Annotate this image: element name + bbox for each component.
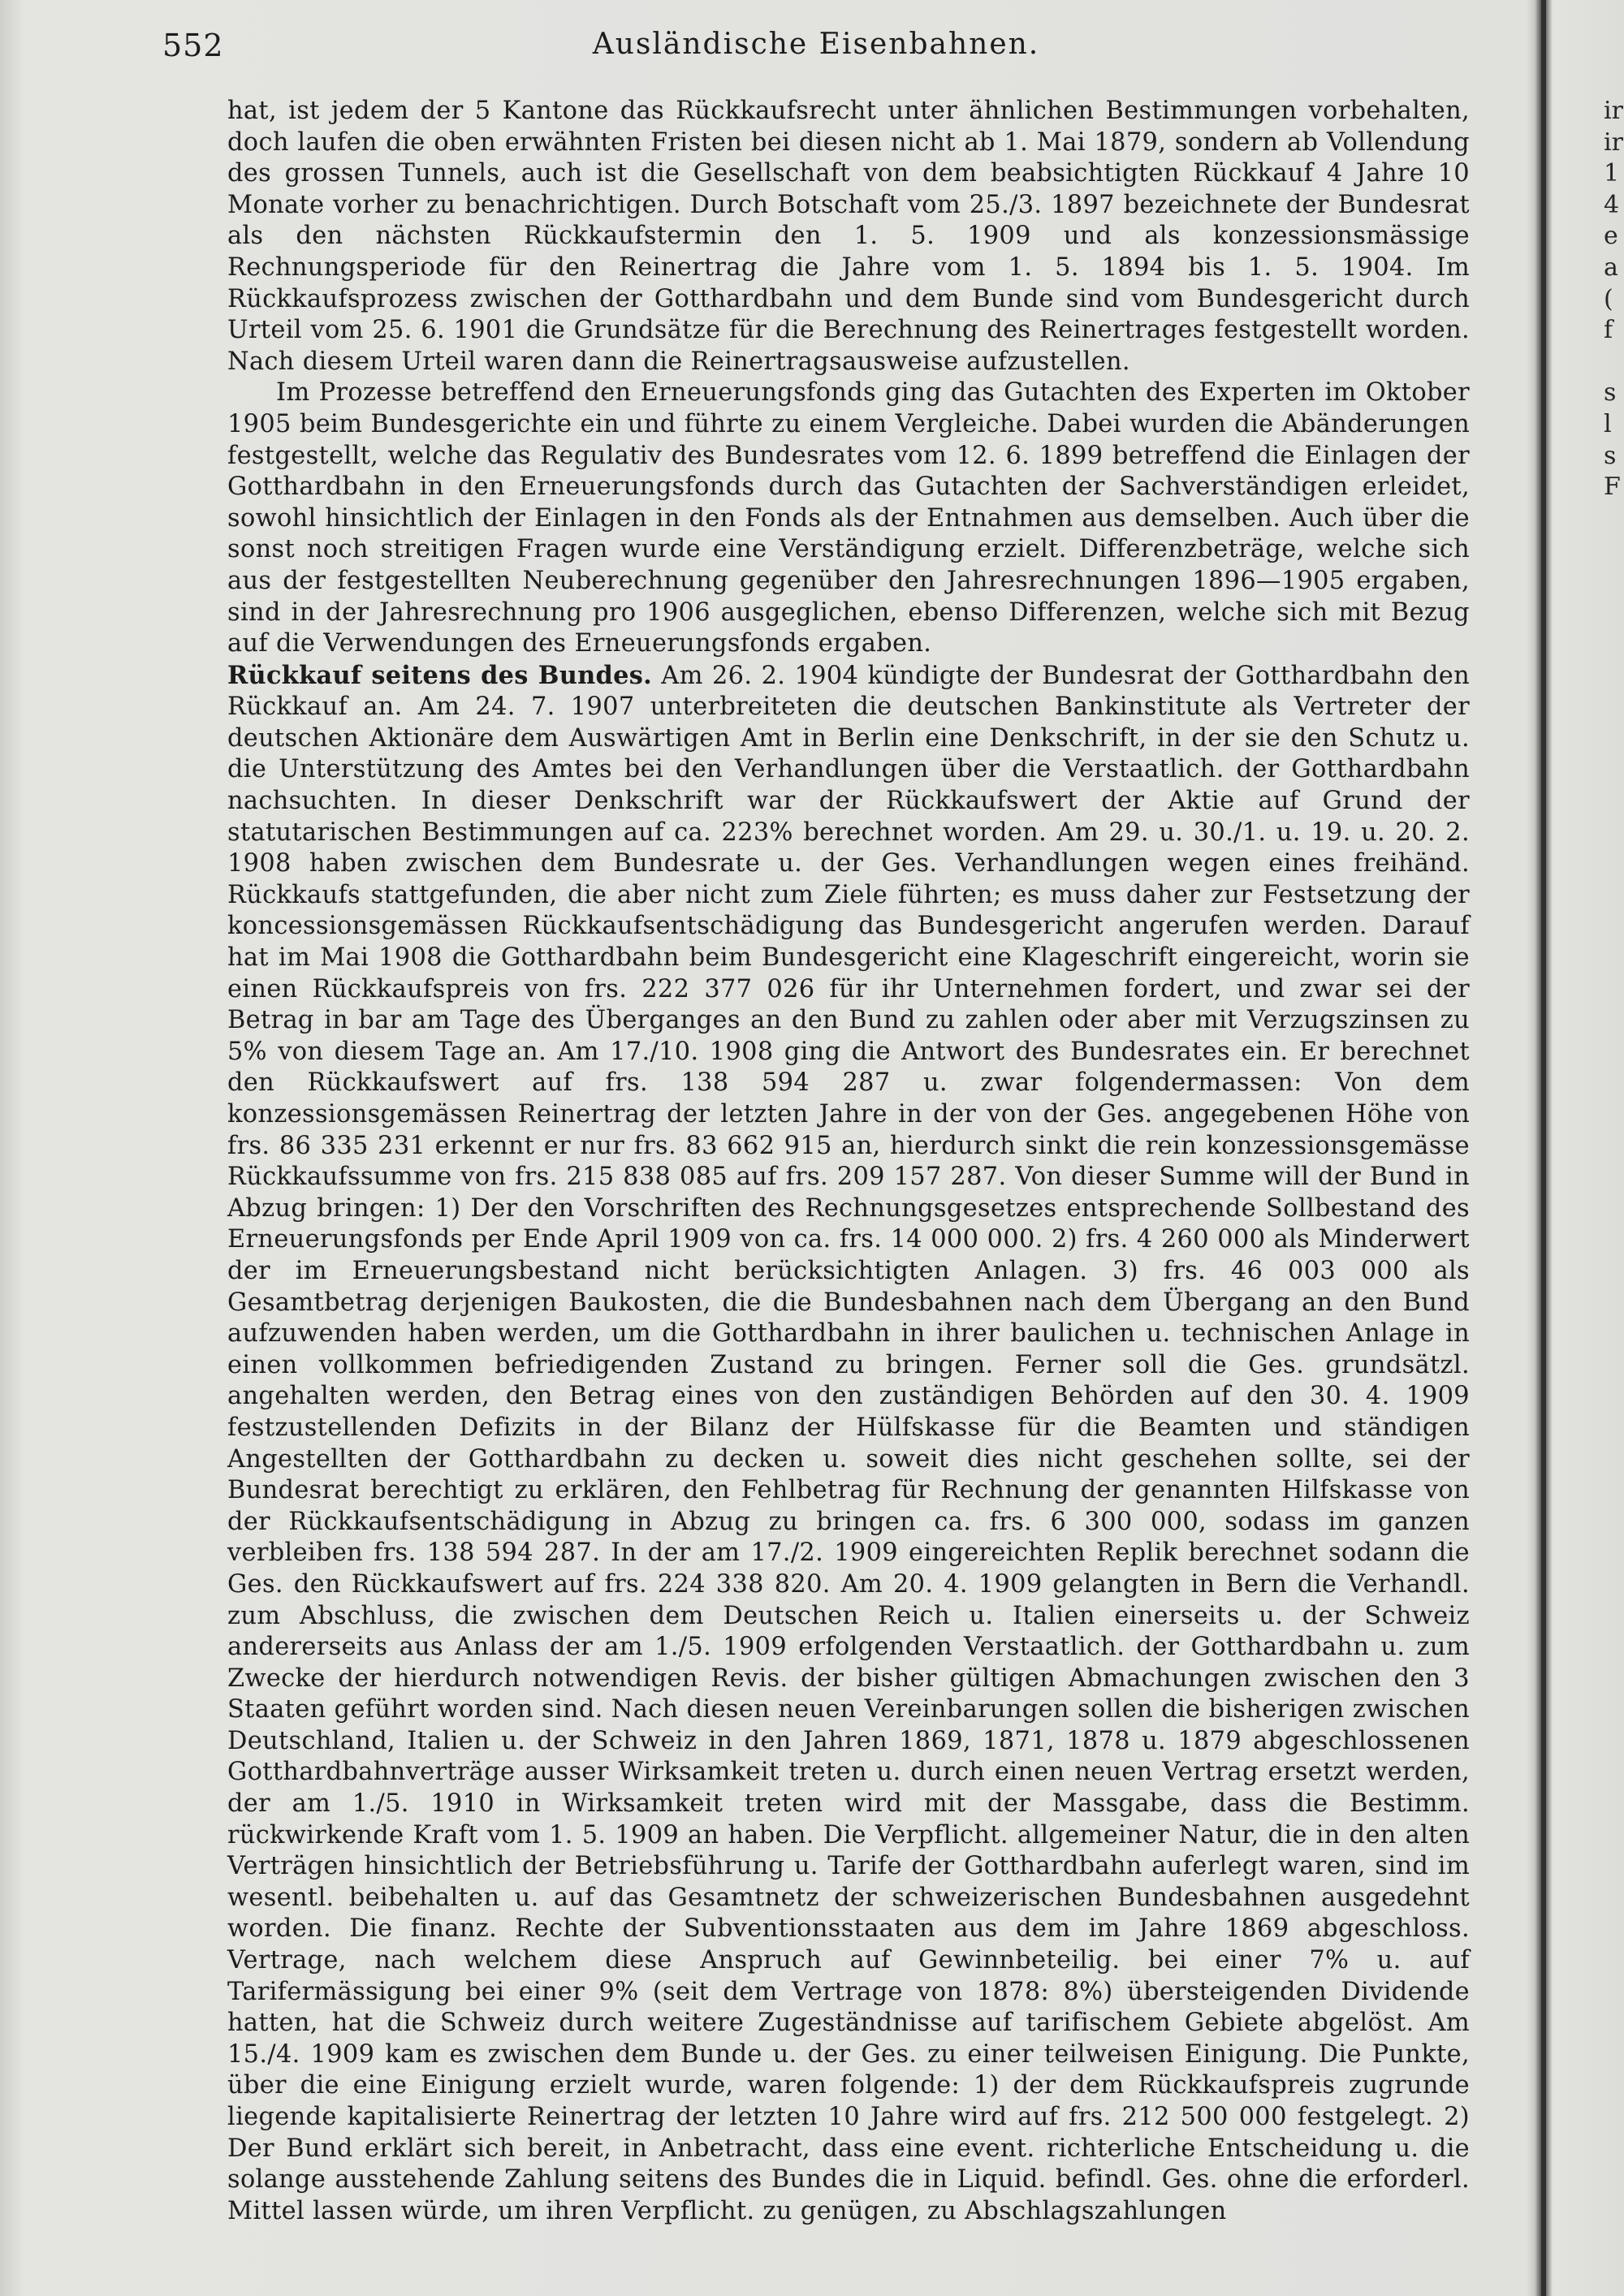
fragment-line: s [1604, 441, 1617, 470]
paragraph-text: Im Prozesse betreffend den Erneuerungsfonds ging das Gutachten des Experten im Oktober 1905 beim Bundesgerichte ein und führte zu einem Vergleiche. Dabei wurden die Abänderungen festgestellt, welche das Regulativ des Bundesrates vom 12. 6. 1899 betreffend die Einlagen der Gotthardbahn in den Erneuerungsfonds durch das Gutachten der Sachverständigen erleidet, sowohl hinsichtlich der Einlagen in den Fonds als der Entnahmen aus demselben. Auch über die sonst noch streitigen Fragen wurde eine Verständigung erzielt. Differenzbeträge, welche sich aus der festgestellten Neuberechnung gegenüber den Jahresrechnungen 1896—1905 ergaben, sind in der Jahresrechnung pro 1906 ausgeglichen, ebenso Differenzen, welche sich mit Bezug auf die Verwendungen des Erneuerungsfonds ergaben. [227, 378, 1470, 658]
fragment-line: 1 [1604, 159, 1620, 188]
fragment-line: l [1604, 409, 1612, 438]
page-gutter-shadow [1541, 0, 1546, 2296]
page-header [162, 28, 1470, 76]
fragment-line: e [1604, 222, 1618, 251]
paragraph-buyback-rights [227, 96, 1470, 378]
running-head: Ausländische Eisenbahnen. [592, 28, 1040, 61]
paragraph-federal-buyback [227, 660, 1470, 2228]
fragment-line: ir [1604, 97, 1623, 125]
section-title: Rückkauf seitens des Bundes. [227, 660, 653, 690]
paragraph-text: hat, ist jedem der 5 Kantone das Rückkaufsrecht unter ähnlichen Bestimmungen vorbehalten, doch laufen die oben erwähnten Fristen bei diesen nicht ab 1. Mai 1879, sondern ab Vollendung des grossen Tunnels, auch ist die Gesellschaft von dem beabsichtigten Rückkauf 4 Jahre 10 Monate vorher zu benachrichtigen. Durch Botschaft vom 25./3. 1897 bezeichnete der Bundesrat als den nächsten Rückkaufstermin den 1. 5. 1909 und als konzessionsmässige Rechnungsperiode für den Reinertrag die Jahre vom 1. 5. 1894 bis 1. 5. 1904. Im Rückkaufsprozess zwischen der Gotthardbahn und dem Bunde sind vom Bundesgericht durch Urteil vom 25. 6. 1901 die Grundsätze für die Berechnung des Reinertrages festgestellt worden. Nach diesem Urteil waren dann die Reinertragsausweise aufzustellen. [227, 97, 1470, 376]
fragment-line: 4 [1604, 190, 1620, 219]
fragment-line: ( [1604, 284, 1613, 313]
page-number: 552 [162, 28, 224, 63]
fragment-line: a [1604, 252, 1618, 282]
fragment-line: s [1604, 378, 1617, 408]
paragraph-renewal-fund [227, 378, 1470, 659]
body-text [227, 96, 1470, 2227]
fragment-line: f [1604, 316, 1613, 345]
adjacent-page-fragments [1604, 96, 1624, 503]
fragment-line: F [1604, 473, 1621, 502]
fragment-line [1604, 347, 1624, 378]
paragraph-text: Am 26. 2. 1904 kündigte der Bundesrat der Gotthardbahn den Rückkauf an. Am 24. 7. 1907 unterbreiteten die deutschen Bankinstitute als Vertreter der deutschen Aktionäre dem Auswärtigen Amt in Berlin eine Denkschrift, in der sie den Schutz u. die Unterstützung des Amtes bei den Verhandlungen über die Verstaatlich. der Gotthardbahn nachsuchten. In dieser Denkschrift war der Rückkaufswert der Aktie auf Grund der statutarischen Bestimmungen auf ca. 223% berechnet worden. Am 29. u. 30./1. u. 19. u. 20. 2. 1908 haben zwischen dem Bundesrate u. der Ges. Verhandlungen wegen eines freihänd. Rückkaufs stattgefunden, die aber nicht zum Ziele führten; es muss daher zur Festsetzung der koncessionsgemässen Rückkaufsentschädigung das Bundesgericht angerufen werden. Darauf hat im Mai 1908 die Gotthardbahn beim Bundesgericht eine Klageschrift eingereicht, worin sie einen Rückkaufspreis von frs. 222 377 026 für ihr Unternehmen fordert, und zwar sei der Betrag in bar am Tage des Überganges an den Bund zu zahlen oder aber mit Verzugszinsen zu 5% von diesem Tage an. Am 17./10. 1908 ging die Antwort des Bundesrates ein. Er berechnet den Rückkaufswert auf frs. 138 594 287 u. zwar folgendermassen: Von dem konzessionsgemässen Reinertrag der letzten Jahre in der von der Ges. angegebenen Höhe von frs. 86 335 231 erkennt er nur frs. 83 662 915 an, hierdurch sinkt die rein konzessionsgemässe Rückkaufssumme von frs. 215 838 085 auf frs. 209 157 287. Von dieser Summe will der Bund in Abzug bringen: 1) Der den Vorschriften des Rechnungsgesetzes entsprechende Sollbestand des Erneuerungsfonds per Ende April 1909 von ca. frs. 14 000 000. 2) frs. 4 260 000 als Minderwert der im Erneuerungsbestand nicht berücksichtigten Anlagen. 3) frs. 46 003 000 als Gesamtbetrag derjenigen Baukosten, die die Bundesbahnen nach dem Übergang an den Bund aufzuwenden haben werden, um die Gotthardbahn in ihrer baulichen u. technischen Anlage in einen vollkommen befriedigenden Zustand zu bringen. Ferner soll die Ges. grundsätzl. angehalten werden, den Betrag eines von den zuständigen Behörden auf den 30. 4. 1909 festzustellenden Defizits in der Bilanz der Hülfskasse für die Beamten und ständigen Angestellten der Gotthardbahn zu decken u. soweit dies nicht geschehen sollte, sei der Bundesrat berechtigt zu erklären, den Fehlbetrag für Rechnung der genannten Hilfskasse von der Rückkaufsentschädigung in Abzug zu bringen ca. frs. 6 300 000, sodass im ganzen verbleiben frs. 138 594 287. In der am 17./2. 1909 eingereichten Replik berechnet sodann die Ges. den Rückkaufswert auf frs. 224 338 820. Am 20. 4. 1909 gelangten in Bern die Verhandl. zum Abschluss, die zwischen dem Deutschen Reich u. Italien einerseits u. der Schweiz andererseits aus Anlass der am 1./5. 1909 erfolgenden Verstaatlich. der Gotthardbahn u. zum Zwecke der hierdurch notwendigen Revis. der bisher gültigen Abmachungen zwischen den 3 Staaten geführt worden sind. Nach diesen neuen Vereinbarungen sollen die bisherigen zwischen Deutschland, Italien u. der Schweiz in den Jahren 1869, 1871, 1878 u. 1879 abgeschlossenen Gotthardbahnverträge ausser Wirksamkeit treten u. durch einen neuen Vertrag ersetzt werden, der am 1./5. 1910 in Wirksamkeit treten wird mit der Massgabe, dass die Bestimm. rückwirkende Kraft vom 1. 5. 1909 an haben. Die Verpflicht. allgemeiner Natur, die in den alten Verträgen hinsichtlich der Betriebsführung u. Tarife der Gotthardbahn auferlegt waren, sind im wesentl. beibehalten u. auf das Gesamtnetz der schweizerischen Bundesbahnen ausgedehnt worden. Die finanz. Rechte der Subventionsstaaten aus dem im Jahre 1869 abgeschloss. Vertrage, nach welchem diese Anspruch auf Gewinnbeteilig. bei einer 7% u. auf Tarifermässigung bei einer 9% (seit dem Vertrage von 1878: 8%) übersteigenden Dividende hatten, hat die Schweiz durch weitere Zugeständnisse auf tarifischem Gebiete abgelöst. Am 15./4. 1909 kam es zwischen dem Bunde u. der Ges. zu einer teilweisen Einigung. Die Punkte, über die eine Einigung erzielt wurde, waren folgende: 1) der dem Rückkaufspreis zugrunde liegende kapitalisierte Reinertrag der letzten 10 Jahre wird auf frs. 212 500 000 festgelegt. 2) Der Bund erklärt sich bereit, in Anbetracht, dass eine event. richterliche Entscheidung u. die solange ausstehende Zahlung seitens des Bundes die in Liquid. befindl. Ges. ohne die erforderl. Mittel lassen würde, um ihren Verpflicht. zu genügen, zu Abschlagszahlungen [227, 661, 1471, 2225]
fragment-line: ir [1604, 127, 1623, 157]
